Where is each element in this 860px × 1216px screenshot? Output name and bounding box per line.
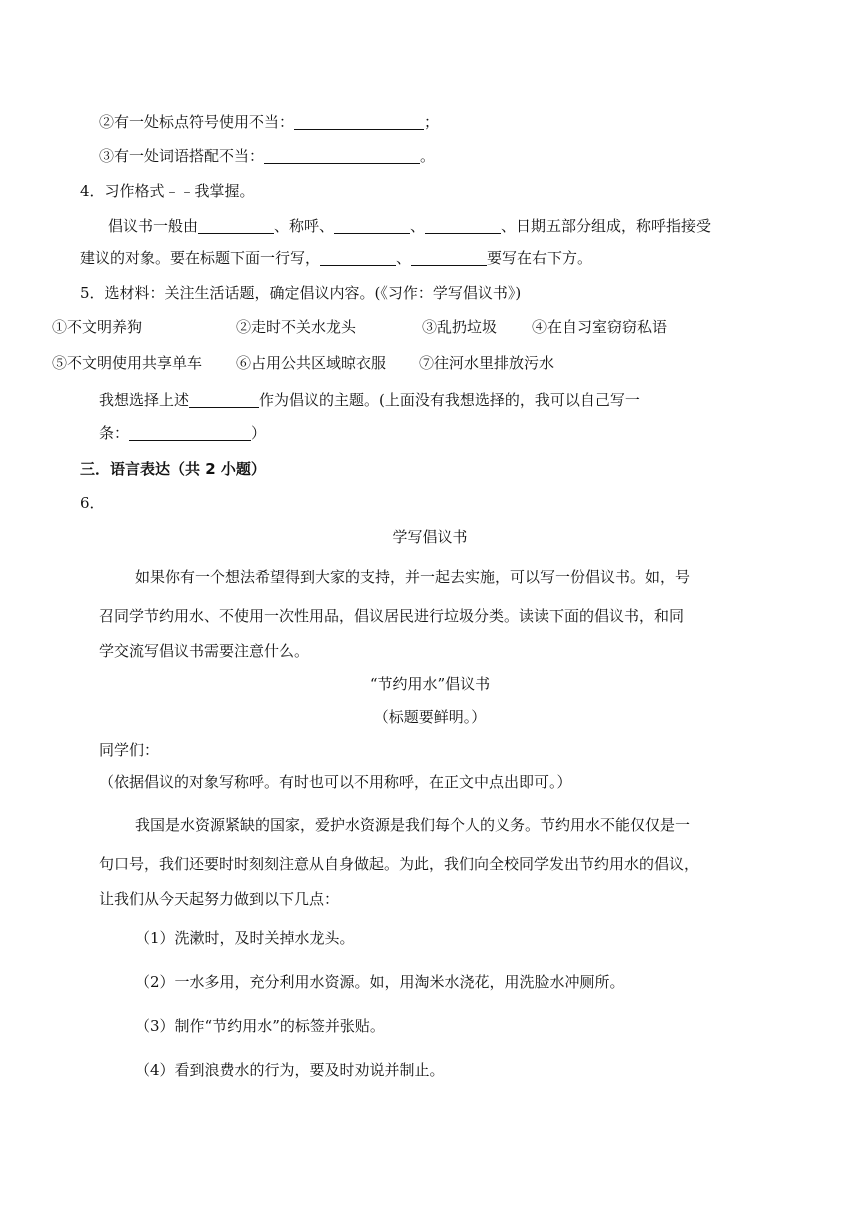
letter-salutation: 同学们： (99, 741, 160, 759)
q5-title: 5．选材料：关注生活话题，确定倡议内容。(《习作：学写倡议书》) (80, 284, 522, 302)
q4-l2-c: 要写在右下方。 (487, 249, 593, 267)
q5-option-4: ④在自习室窃窃私语 (532, 318, 668, 336)
q3-item-3-end: 。 (420, 147, 436, 165)
q3-item-2 (99, 112, 439, 132)
q5-choice-c: 条： (99, 424, 130, 442)
letter-title: “节约用水”倡议书 (369, 675, 491, 693)
q4-title: 4．习作格式﹣﹣我掌握。 (80, 182, 255, 200)
q4-l2-a: 建议的对象。要在标题下面一行写， (80, 249, 321, 267)
passage-p1-line-1: 如果你有一个想法希望得到大家的支持，并一起去实施，可以写一份倡议书。如，号 (135, 568, 691, 586)
q4-l2-b: 、 (396, 249, 412, 267)
letter-salutation-note: （依据倡议的对象写称呼。有时也可以不用称呼，在正文中点出即可。） (99, 773, 572, 791)
q5-choice-b: 作为倡议的主题。(上面没有我想选择的，我可以自己写一 (259, 391, 640, 409)
section-3-heading: 三．语言表达（共 2 小题） (80, 460, 266, 478)
letter-point-1: （1）洗漱时，及时关掉水龙头。 (135, 929, 355, 947)
q4-l1-a: 倡议书一般由 (108, 217, 199, 235)
letter-body-line-2: 句口号，我们还要时时刻刻注意从自身做起。为此，我们向全校同学发出节约用水的倡议， (99, 855, 700, 873)
q5-option-5: ⑤不文明使用共享单车 (52, 354, 203, 372)
q5-option-6: ⑥占用公共区域晾衣服 (236, 354, 387, 372)
q4-blank-4[interactable] (320, 249, 396, 266)
q5-option-1: ①不文明养狗 (52, 318, 143, 336)
q4-blank-2[interactable] (334, 217, 410, 234)
q3-item-3-text: ③有一处词语搭配不当： (99, 147, 265, 165)
q5-choice-blank[interactable] (189, 391, 259, 408)
q5-option-2: ②走时不关水龙头 (236, 318, 357, 336)
letter-title-note: （标题要鲜明。） (373, 708, 487, 726)
letter-point-2: （2）一水多用，充分利用水资源。如，用淘米水浇花，用洗脸水冲厕所。 (135, 973, 625, 991)
passage-p1-line-3: 学交流写倡议书需要注意什么。 (99, 642, 310, 660)
q4-blank-5[interactable] (411, 249, 487, 266)
q4-l1-b: 、称呼、 (274, 217, 335, 235)
q5-own-topic-blank[interactable] (129, 424, 251, 441)
q3-item-3 (99, 146, 435, 166)
q5-option-7: ⑦往河水里排放污水 (419, 354, 555, 372)
letter-point-4: （4）看到浪费水的行为，要及时劝说并制止。 (135, 1061, 445, 1079)
q5-choice-line-2 (99, 423, 266, 443)
letter-body-line-1: 我国是水资源紧缺的国家，爱护水资源是我们每个人的义务。节约用水不能仅仅是一 (135, 816, 691, 834)
q5-choice-line-1 (99, 390, 640, 410)
q5-option-3: ③乱扔垃圾 (422, 318, 498, 336)
q4-l1-d: 、日期五部分组成，称呼指接受 (501, 217, 712, 235)
q4-line-2 (80, 248, 592, 268)
q3-item-2-text: ②有一处标点符号使用不当： (99, 113, 295, 131)
passage-p1-line-2: 召同学节约用水、不使用一次性用品，倡议居民进行垃圾分类。读读下面的倡议书，和同 (99, 607, 685, 625)
q4-blank-3[interactable] (425, 217, 501, 234)
letter-body-line-3: 让我们从今天起努力做到以下几点： (99, 890, 340, 908)
q3-item-2-blank[interactable] (294, 113, 424, 130)
q5-choice-d: ） (251, 424, 267, 442)
q4-l1-c: 、 (410, 217, 426, 235)
q6-number: 6． (80, 494, 105, 512)
q3-item-2-end: ； (424, 113, 440, 131)
letter-point-3: （3）制作“节约用水”的标签并张贴。 (135, 1017, 385, 1035)
q5-choice-a: 我想选择上述 (99, 391, 190, 409)
passage-title: 学写倡议书 (392, 528, 468, 546)
q4-blank-1[interactable] (198, 217, 274, 234)
q4-line-1 (108, 216, 711, 236)
q3-item-3-blank[interactable] (264, 147, 420, 164)
